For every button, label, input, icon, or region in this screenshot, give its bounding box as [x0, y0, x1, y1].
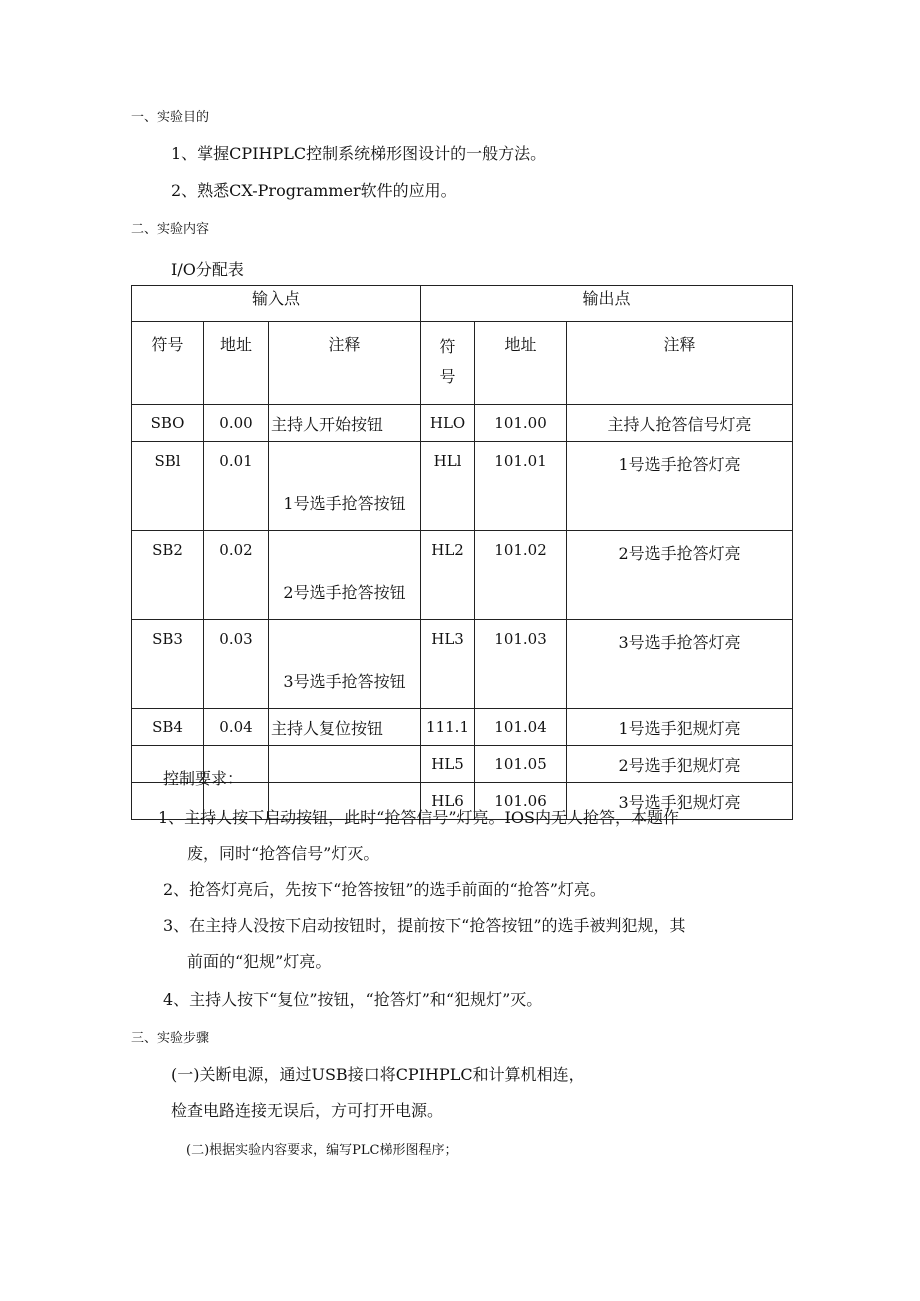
- cell-out-note: 主持人抢答信号灯亮: [567, 405, 793, 442]
- cell-address: 0.01: [204, 442, 269, 531]
- cell-out-note: 3号选手犯规灯亮: [567, 783, 793, 820]
- header-out-symbol-part1: 符: [439, 337, 456, 356]
- section-content-heading: 二、实验内容: [131, 222, 210, 237]
- cell-out-address: 101.03: [475, 620, 567, 709]
- cell-out-symbol: HL6: [421, 783, 475, 820]
- table-row: [132, 709, 793, 746]
- cell-out-symbol: HLO: [421, 405, 475, 442]
- step-2: (二)根据实验内容要求，编写PLC梯形图程序；: [186, 1143, 458, 1158]
- cell-out-address: 101.05: [475, 746, 567, 783]
- cell-out-note: 2号选手抢答灯亮: [567, 531, 793, 620]
- control-req-1a: 1、主持人按下启动按钮，此时“抢答信号”灯亮。IOS内无人抢答，本题作: [158, 808, 679, 827]
- control-req-3b: 前面的“犯规”灯亮。: [187, 952, 332, 971]
- cell-note: 主持人复位按钮: [269, 709, 421, 746]
- cell-out-address: 101.01: [475, 442, 567, 531]
- cell-out-symbol: 111.1: [421, 709, 475, 746]
- control-title: 控制要求：: [163, 769, 244, 788]
- cell-address: 0.02: [204, 531, 269, 620]
- cell-note: 主持人开始按钮: [269, 405, 421, 442]
- cell-out-symbol: HL2: [421, 531, 475, 620]
- cell-out-note: 1号选手犯规灯亮: [567, 709, 793, 746]
- cell-out-symbol: HL3: [421, 620, 475, 709]
- step-1a: (一)关断电源，通过USB接口将CPIHPLC和计算机相连，: [171, 1065, 585, 1084]
- cell-symbol: SBO: [132, 405, 204, 442]
- table-row: [132, 442, 793, 531]
- cell-symbol: SB4: [132, 709, 204, 746]
- cell-out-symbol: HL5: [421, 746, 475, 783]
- table-row: [132, 531, 793, 620]
- cell-out-symbol: HLl: [421, 442, 475, 531]
- cell-address: 0.03: [204, 620, 269, 709]
- header-address: 地址: [204, 322, 269, 405]
- cell-out-note: 3号选手抢答灯亮: [567, 620, 793, 709]
- cell-out-address: 101.04: [475, 709, 567, 746]
- cell-note: 2号选手抢答按钮: [269, 531, 421, 620]
- section-purpose-heading: 一、实验目的: [131, 110, 210, 125]
- header-symbol: 符号: [132, 322, 204, 405]
- cell-out-address: 101.06: [475, 783, 567, 820]
- table-caption: I/O分配表: [171, 260, 244, 279]
- purpose-item-2: 2、熟悉CX-Programmer软件的应用。: [171, 181, 457, 200]
- cell-out-note: 1号选手抢答灯亮: [567, 442, 793, 531]
- group-input-header: 输入点: [132, 286, 421, 322]
- control-req-1b: 废，同时“抢答信号”灯灭。: [187, 844, 380, 863]
- cell-out-address: 101.00: [475, 405, 567, 442]
- cell-note: 3号选手抢答按钮: [269, 620, 421, 709]
- cell-note: 1号选手抢答按钮: [269, 442, 421, 531]
- control-req-4: 4、主持人按下“复位”按钮，“抢答灯”和“犯规灯”灭。: [163, 990, 543, 1009]
- cell-address: 0.04: [204, 709, 269, 746]
- cell-symbol: SBl: [132, 442, 204, 531]
- control-req-2: 2、抢答灯亮后，先按下“抢答按钮”的选手前面的“抢答”灯亮。: [163, 880, 606, 899]
- group-output-header: 输出点: [421, 286, 793, 322]
- cell-address: 0.00: [204, 405, 269, 442]
- header-out-symbol-part2: 号: [439, 367, 456, 386]
- section-steps-heading: 三、实验步骤: [131, 1031, 210, 1046]
- header-out-note: 注释: [567, 322, 793, 405]
- purpose-item-1: 1、掌握CPIHPLC控制系统梯形图设计的一般方法。: [171, 144, 547, 163]
- cell-out-note: 2号选手犯规灯亮: [567, 746, 793, 783]
- step-1b: 检查电路连接无误后，方可打开电源。: [171, 1101, 444, 1120]
- cell-note: [269, 746, 421, 783]
- table-row: [132, 620, 793, 709]
- cell-out-address: 101.02: [475, 531, 567, 620]
- header-out-symbol: [421, 322, 475, 405]
- io-table: [131, 285, 793, 820]
- cell-symbol: SB3: [132, 620, 204, 709]
- cell-symbol: SB2: [132, 531, 204, 620]
- header-out-address: 地址: [475, 322, 567, 405]
- table-row: [132, 405, 793, 442]
- header-note: 注释: [269, 322, 421, 405]
- control-req-3a: 3、在主持人没按下启动按钮时，提前按下“抢答按钮”的选手被判犯规，其: [163, 916, 686, 935]
